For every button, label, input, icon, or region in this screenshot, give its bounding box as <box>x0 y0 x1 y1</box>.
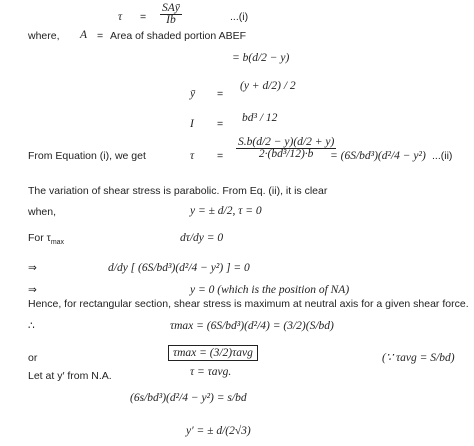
derivative-expression: d/dy [ (6S/bd³)(d²/4 − y²) ] = 0 <box>108 262 250 274</box>
implies-arrow: ⇒ <box>28 262 37 274</box>
equals: = <box>97 30 104 42</box>
parabolic-text: The variation of shear stress is parabolic. From Eq. (ii), it is clear <box>28 185 328 197</box>
area-expression: = b(d/2 − y) <box>232 52 290 64</box>
from-equation-text: From Equation (i), we get <box>28 150 146 162</box>
inertia-expression: bd³ / 12 <box>242 112 278 124</box>
y-zero-result: y = 0 (which is the position of NA) <box>190 284 350 296</box>
for-tmax-label <box>28 232 64 249</box>
eq1-num: SAȳ <box>162 2 180 14</box>
area-symbol: A <box>80 29 88 41</box>
for-tmax-text: For τ <box>28 232 51 244</box>
when-label: when, <box>28 206 57 218</box>
eq1-tag: ...(i) <box>230 11 249 23</box>
tau-expression <box>236 137 336 160</box>
tau-expr-den: 2·(bd³/12)·b <box>258 148 314 160</box>
solve-expression: (6s/bd³)(d²/4 − y²) = s/bd <box>130 392 247 404</box>
boxed-result <box>168 347 258 359</box>
equals: = <box>140 11 147 23</box>
tau-equals-avg: τ = τavg. <box>190 366 232 378</box>
boxed-text: τmax = (3/2)τavg <box>168 345 258 361</box>
or-label: or <box>28 352 38 364</box>
eq1-den: Ib <box>166 14 176 26</box>
tmax-expression: τmax = (6S/bd³)(d²/4) = (3/2)(S/bd) <box>170 320 334 332</box>
tau-symbol: τ <box>118 11 123 23</box>
tau-final: = (6S/bd³)(d²/4 − y²) <box>330 150 426 162</box>
implies-arrow: ⇒ <box>28 284 37 296</box>
ybar-expression: (y + d/2) / 2 <box>240 80 296 92</box>
eq1-fraction <box>160 3 182 26</box>
area-description: Area of shaded portion ABEF <box>110 30 247 42</box>
ybar-symbol: ȳ <box>190 88 196 100</box>
eq2-tag: ...(ii) <box>432 150 453 162</box>
therefore-symbol: ∴ <box>28 320 35 332</box>
where-label: where, <box>28 30 60 42</box>
yprime-result: y′ = ± d/(2√3) <box>186 425 251 437</box>
because-note: (∵ τavg = S/bd) <box>382 352 455 364</box>
hence-text: Hence, for rectangular section, shear stress is maximum at neutral axis for a given shear force. <box>28 298 469 310</box>
when-expression: y = ± d/2, τ = 0 <box>190 205 262 217</box>
for-tmax-sub: max <box>50 239 65 247</box>
let-at-text: Let at y′ from N.A. <box>28 370 112 382</box>
derivative-condition: dτ/dy = 0 <box>180 232 224 244</box>
tau-expr-num: S.b(d/2 − y)(d/2 + y) <box>238 136 335 148</box>
inertia-symbol: I <box>190 118 194 130</box>
